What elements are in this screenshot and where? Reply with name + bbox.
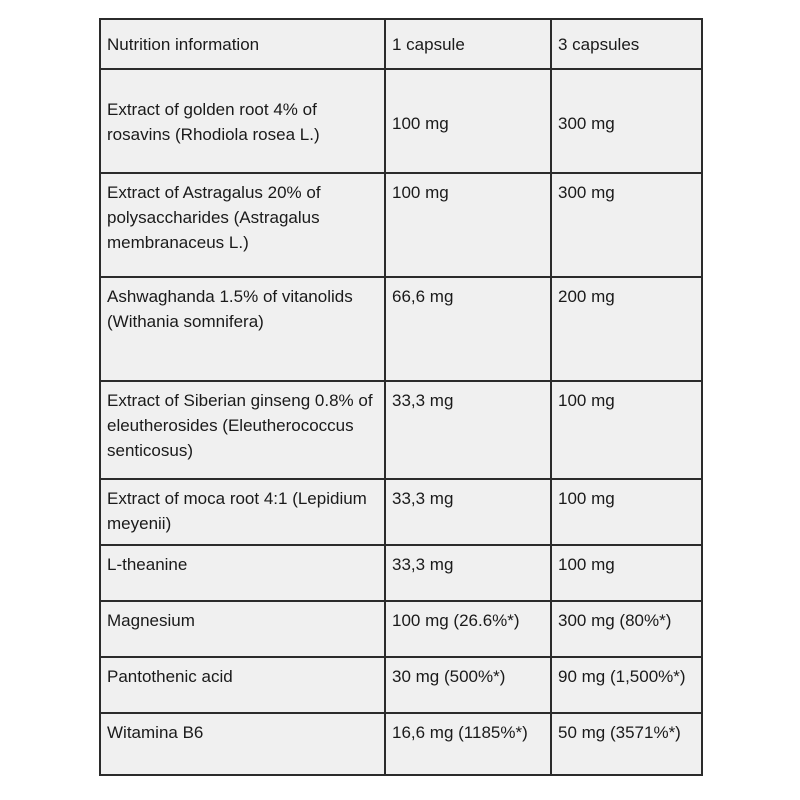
ingredient-name: Pantothenic acid [107, 667, 233, 686]
ingredient-cell [100, 545, 385, 601]
three-capsules-cell [551, 713, 702, 775]
three-capsules-cell [551, 381, 702, 479]
three-capsules-amount: 50 mg (3571%*) [558, 723, 681, 742]
three-capsules-cell [551, 69, 702, 173]
ingredient-name: Ashwaghanda 1.5% of vitanolids (Withania somnifera) [107, 287, 353, 331]
one-capsule-cell [385, 277, 551, 381]
nutrition-table [99, 18, 703, 776]
header-three-capsules: 3 capsules [558, 35, 640, 54]
ingredient-cell [100, 657, 385, 713]
three-capsules-amount: 200 mg [558, 287, 615, 306]
three-capsules-cell [551, 277, 702, 381]
table-row [100, 601, 702, 657]
table-row [100, 479, 702, 545]
header-cell-nutrition [100, 19, 385, 69]
one-capsule-amount: 100 mg (26.6%*) [392, 611, 520, 630]
header-cell-one-capsule [385, 19, 551, 69]
ingredient-cell [100, 713, 385, 775]
table-row [100, 173, 702, 277]
one-capsule-cell [385, 713, 551, 775]
three-capsules-cell [551, 479, 702, 545]
three-capsules-amount: 100 mg [558, 489, 615, 508]
one-capsule-amount: 30 mg (500%*) [392, 667, 506, 686]
one-capsule-amount: 100 mg [392, 183, 449, 202]
three-capsules-amount: 100 mg [558, 555, 615, 574]
ingredient-cell [100, 277, 385, 381]
one-capsule-cell [385, 601, 551, 657]
table-row [100, 381, 702, 479]
table-header-row [100, 19, 702, 69]
ingredient-name: Extract of Siberian ginseng 0.8% of eleutherosides (Eleutherococcus senticosus) [107, 391, 373, 460]
one-capsule-cell [385, 479, 551, 545]
three-capsules-amount: 100 mg [558, 391, 615, 410]
three-capsules-cell [551, 657, 702, 713]
one-capsule-cell [385, 545, 551, 601]
one-capsule-amount: 33,3 mg [392, 391, 454, 410]
three-capsules-amount: 300 mg [558, 183, 615, 202]
three-capsules-amount: 300 mg (80%*) [558, 611, 672, 630]
three-capsules-cell [551, 173, 702, 277]
one-capsule-amount: 33,3 mg [392, 555, 454, 574]
one-capsule-cell [385, 381, 551, 479]
ingredient-name: Witamina B6 [107, 723, 204, 742]
one-capsule-cell [385, 657, 551, 713]
one-capsule-cell [385, 69, 551, 173]
table-row [100, 69, 702, 173]
three-capsules-amount: 300 mg [558, 114, 615, 133]
header-one-capsule: 1 capsule [392, 35, 465, 54]
one-capsule-amount: 100 mg [392, 114, 449, 133]
one-capsule-cell [385, 173, 551, 277]
ingredient-cell [100, 173, 385, 277]
ingredient-name: Magnesium [107, 611, 195, 630]
header-label: Nutrition information [107, 35, 260, 54]
one-capsule-amount: 66,6 mg [392, 287, 454, 306]
table-row [100, 545, 702, 601]
header-cell-three-capsules [551, 19, 702, 69]
ingredient-cell [100, 601, 385, 657]
ingredient-name: Extract of golden root 4% of rosavins (Rhodiola rosea L.) [107, 100, 320, 144]
ingredient-cell [100, 69, 385, 173]
table-row [100, 713, 702, 775]
three-capsules-cell [551, 545, 702, 601]
table-row [100, 657, 702, 713]
one-capsule-amount: 16,6 mg (1185%*) [392, 723, 528, 742]
table-row [100, 277, 702, 381]
ingredient-cell [100, 381, 385, 479]
three-capsules-cell [551, 601, 702, 657]
one-capsule-amount: 33,3 mg [392, 489, 454, 508]
three-capsules-amount: 90 mg (1,500%*) [558, 667, 686, 686]
ingredient-name: Extract of moca root 4:1 (Lepidium meyenii) [107, 489, 367, 533]
ingredient-cell [100, 479, 385, 545]
ingredient-name: L-theanine [107, 555, 188, 574]
ingredient-name: Extract of Astragalus 20% of polysaccharides (Astragalus membranaceus L.) [107, 183, 321, 252]
